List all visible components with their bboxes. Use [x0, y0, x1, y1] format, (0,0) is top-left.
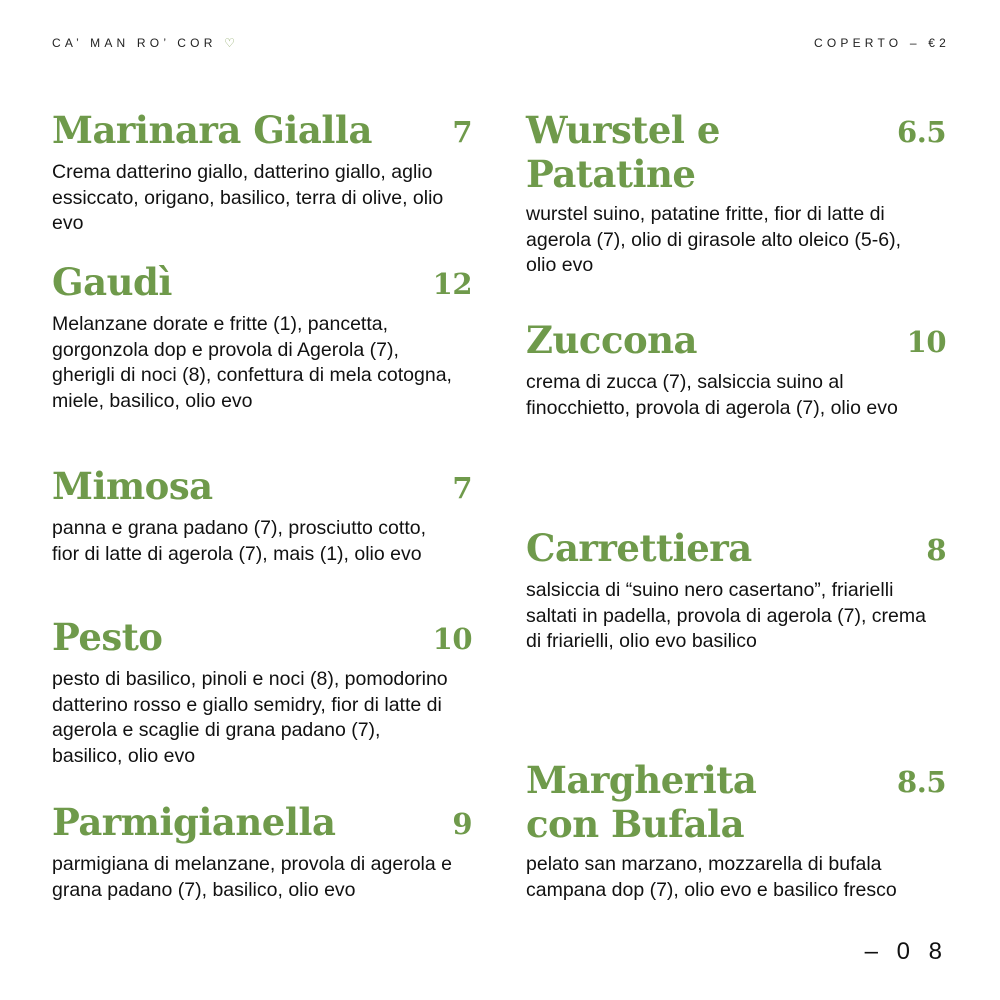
item-price: 10 [432, 622, 472, 656]
menu-item-wurstel-e-patatine [526, 108, 946, 279]
item-description: salsiccia di “suino nero casertano”, friarielli saltati in padella, provola di agerola (7), crema di friarielli, olio evo basilico [526, 579, 926, 652]
item-name: Parmigianella [52, 800, 336, 844]
item-description: Crema datterino giallo, datterino giallo, aglio essiccato, origano, basilico, terra di olive, olio evo [52, 161, 444, 234]
item-price: 8 [926, 533, 946, 567]
item-price: 7 [452, 115, 472, 149]
brand-text: CA’ MAN RO’ COR [52, 36, 217, 50]
item-name: Wurstel e Patatine [526, 108, 720, 196]
menu-item-marinara-gialla [52, 108, 472, 237]
menu-item-zuccona [526, 318, 946, 421]
item-name: Mimosa [52, 464, 213, 508]
menu-item-parmigianella [52, 800, 472, 903]
item-name: Margherita con Bufala [526, 758, 757, 846]
item-name: Carrettiera [526, 526, 752, 570]
item-description: wurstel suino, patatine fritte, fior di latte di agerola (7), olio di girasole alto oleico (5-6), olio evo [526, 203, 902, 276]
menu-item-carrettiera [526, 526, 946, 655]
item-name: Marinara Gialla [52, 108, 372, 152]
item-description: parmigiana di melanzane, provola di agerola e grana padano (7), basilico, olio evo [52, 853, 452, 901]
item-price: 9 [452, 807, 472, 841]
item-price: 8.5 [897, 765, 946, 799]
item-description: pelato san marzano, mozzarella di bufala campana dop (7), olio evo e basilico fresco [526, 853, 897, 901]
item-name: Pesto [52, 615, 163, 659]
item-price: 6.5 [897, 115, 946, 149]
menu-item-mimosa [52, 464, 472, 567]
item-description: Melanzane dorate e fritte (1), pancetta, gorgonzola dop e provola di Agerola (7), gherigli di noci (8), confettura di mela cotogna, miele, basilico, olio evo [52, 313, 452, 412]
item-description: pesto di basilico, pinoli e noci (8), pomodorino datterino rosso e giallo semidry, fior di latte di agerola e scaglie di grana padano (7), basilico, olio evo [52, 668, 448, 767]
menu-item-margherita-con-bufala [526, 758, 946, 903]
item-name: Gaudì [52, 260, 172, 304]
item-price: 10 [906, 325, 946, 359]
item-name: Zuccona [526, 318, 698, 362]
item-price: 12 [432, 267, 472, 301]
item-price: 7 [452, 471, 472, 505]
page-number: – 0 8 [864, 938, 948, 965]
item-description: crema di zucca (7), salsiccia suino al finocchietto, provola di agerola (7), olio evo [526, 371, 898, 419]
menu-item-pesto [52, 615, 472, 769]
brand-name [52, 36, 235, 50]
cover-charge: COPERTO – €2 [814, 36, 950, 50]
menu-item-gaudi [52, 260, 472, 414]
item-description: panna e grana padano (7), prosciutto cotto, fior di latte di agerola (7), mais (1), olio evo [52, 517, 427, 565]
heart-icon: ♡ [224, 36, 235, 50]
